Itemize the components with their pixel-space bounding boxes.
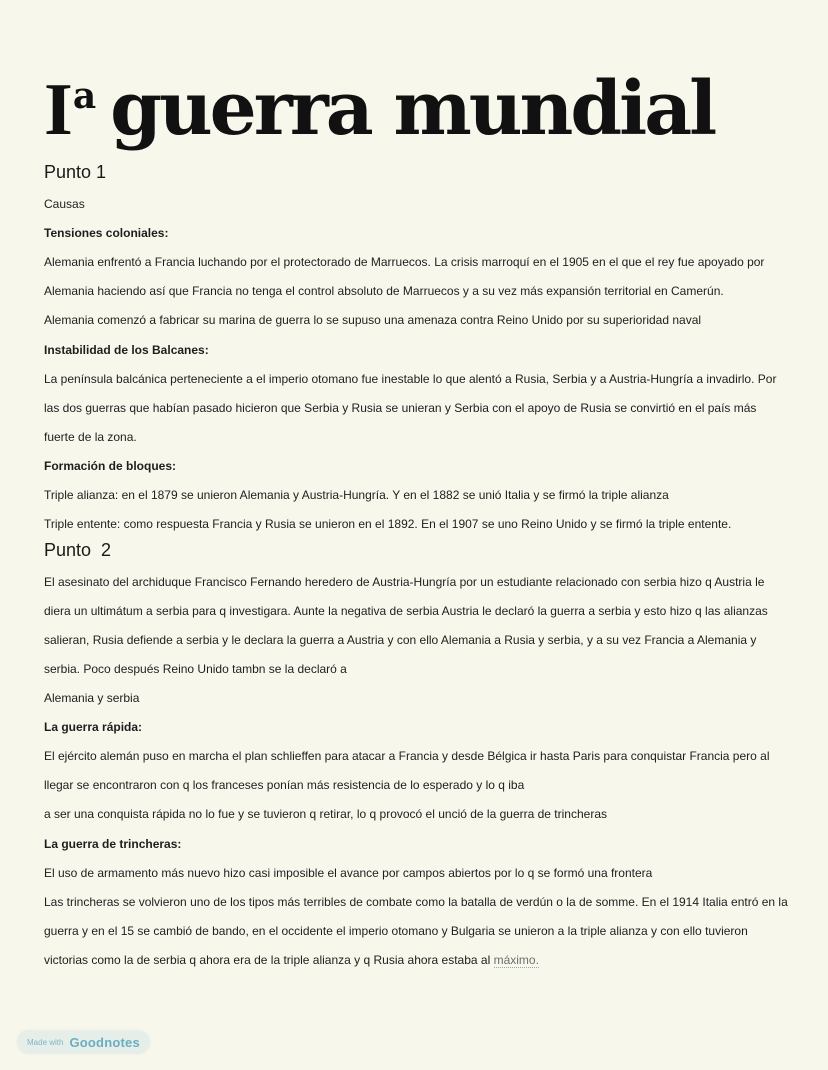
paragraph-line: Alemania enfrentó a Francia luchando por el protectorado de Marruecos. La crisis marroquí en el 1905 en el que el rey fue apoyado por [44,255,765,269]
balcanes-heading: Instabilidad de los Balcanes: [44,343,209,357]
paragraph-line: salieran, Rusia defiende a serbia y le declara la guerra a Austria y con ello Alemania a Rusia y serbia, y a su vez Francia a Alemania y [44,633,757,647]
paragraph-line: fuerte de la zona. [44,430,137,444]
bloques-heading: Formación de bloques: [44,459,177,473]
made-with-goodnotes-badge[interactable] [17,1030,150,1054]
rapida-heading: La guerra rápida: [44,720,143,734]
page-title [44,66,715,152]
paragraph-line: La península balcánica perteneciente a el imperio otomano fue inestable lo que alentó a Rusia, Serbia y a Austria-Hungría a invadirlo. Por [44,372,777,386]
paragraph-line: El uso de armamento más nuevo hizo casi imposible el avance por campos abiertos por lo q se formó una frontera [44,866,653,880]
trincheras-heading: La guerra de trincheras: [44,837,182,851]
paragraph-line: El asesinato del archiduque Francisco Fernando heredero de Austria-Hungría por un estudiante relacionado con serbia hizo q Austria le [44,575,765,589]
tensiones-heading: Tensiones coloniales: [44,226,169,240]
section-heading-punto-1: Punto 1 [44,162,107,182]
goodnotes-logo: Goodnotes [69,1034,140,1050]
paragraph-line: Alemania y serbia [44,691,140,705]
section-heading-punto-2: Punto 2 [44,540,112,560]
causas-label: Causas [44,197,85,211]
paragraph-line: serbia. Poco después Reino Unido tambn se la declaró a [44,662,347,676]
paragraph-line: Triple entente: como respuesta Francia y Rusia se unieron en el 1892. En el 1907 se uno Reino Unido y se firmó la triple entente. [44,517,732,531]
paragraph-line: Las trincheras se volvieron uno de los tipos más terribles de combate como la batalla de verdún o la de somme. En el 1914 Italia entró en la [44,895,788,909]
paragraph-line: llegar se encontraron con q los franceses ponían más resistencia de lo esperado y lo q iba [44,778,525,792]
title-text: guerra mundial [110,66,715,152]
spellcheck-word[interactable]: máximo. [493,953,539,967]
paragraph-line: las dos guerras que habían pasado hicieron que Serbia y Rusia se unieran y Serbia con el apoyo de Rusia se convirtió en el país más [44,401,757,415]
made-with-label: Made with [27,1037,64,1047]
paragraph-text: victorias como la de serbia q ahora era de la triple alianza y q Rusia ahora estaba al [44,953,494,967]
title-superscript: a [72,75,97,117]
paragraph-line-last [44,952,539,968]
title-number: I [44,69,73,151]
paragraph-line: guerra y en el 15 se cambió de bando, en el occidente el imperio otomano y Bulgaria se unieron a la triple alianza y con ello tuvieron [44,924,748,938]
paragraph-line: El ejército alemán puso en marcha el plan schlieffen para atacar a Francia y desde Bélgica ir hasta Paris para conquistar Francia pero al [44,749,770,763]
paragraph-line: diera un ultimátum a serbia para q investigara. Aunte la negativa de serbia Austria le declaró la guerra a serbia y esto hizo q las alianzas [44,604,768,618]
paragraph-line: Triple alianza: en el 1879 se unieron Alemania y Austria-Hungría. Y en el 1882 se unió Italia y se firmó la triple alianza [44,488,669,502]
paragraph-line: Alemania comenzó a fabricar su marina de guerra lo se supuso una amenaza contra Reino Unido por su superioridad naval [44,313,702,327]
paragraph-line: a ser una conquista rápida no lo fue y se tuvieron q retirar, lo q provocó el unció de la guerra de trincheras [44,807,607,821]
paragraph-line: Alemania haciendo así que Francia no tenga el control absoluto de Marruecos y a su vez más expansión territorial en Camerún. [44,284,724,298]
